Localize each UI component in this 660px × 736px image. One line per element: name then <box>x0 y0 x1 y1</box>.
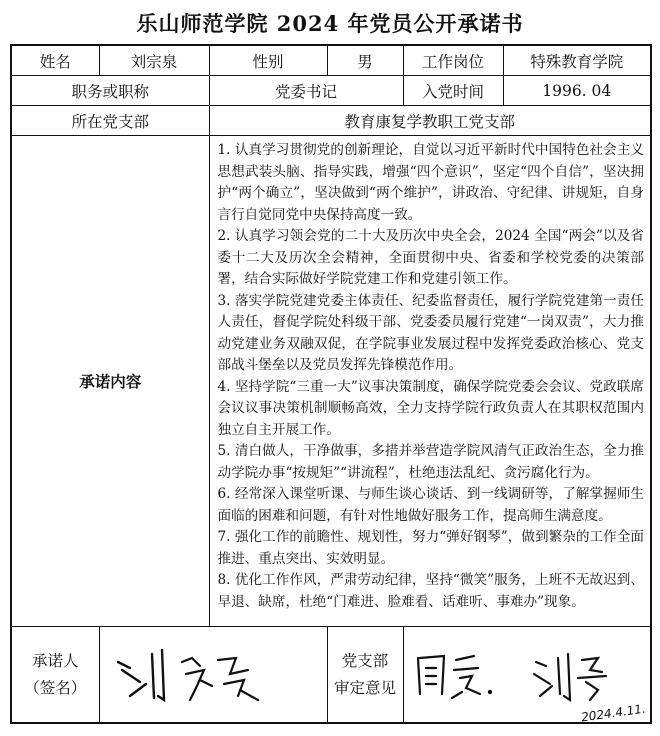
branch-label: 所在党支部 <box>11 106 209 136</box>
approval-opinion-cell <box>403 627 651 724</box>
promiser-label-line2: （签名） <box>24 678 87 697</box>
approval-label-line1: 党支部 <box>341 651 389 670</box>
commitment-label: 承诺内容 <box>11 136 209 627</box>
commitment-item: 6. 经常深入课堂听课、与师生谈心谈话、到一线调研等，了解掌握师生面临的困难和问题，有针对性地做好服务工作，提高师生满意度。 <box>217 486 644 524</box>
post-label: 工作岗位 <box>403 45 503 76</box>
form-row-basic-info <box>11 45 651 76</box>
form-row-signature <box>11 627 651 724</box>
approval-date: 2024.4.11. <box>580 701 647 725</box>
promiser-label <box>11 627 99 724</box>
name-label: 姓名 <box>11 45 99 76</box>
approval-handwriting <box>404 644 634 706</box>
form-row-position <box>11 76 651 106</box>
gender-value: 男 <box>327 45 403 76</box>
promiser-signature <box>100 640 300 710</box>
commitment-item: 2. 认真学习领会党的二十大及历次中央全会，2024 全国“两会”以及省委十二大及历次全会精神，全面贯彻中央、省委和学校党委的决策部署，结合实际做好学院党建工作和党建引领工作。 <box>217 228 644 287</box>
promiser-label-line1: 承诺人 <box>31 651 79 670</box>
commitment-item: 8. 优化工作作风，严肃劳动纪律，坚持“微笑”服务，上班不无故迟到、早退、缺席，杜绝“门难进、脸难看、话难听、事难办”现象。 <box>217 572 644 610</box>
approval-label-line2: 审定意见 <box>333 678 396 697</box>
document-title: 乐山师范学院 2024 年党员公开承诺书 <box>136 11 524 36</box>
branch-value: 教育康复学教职工党支部 <box>209 106 651 136</box>
commitment-item: 7. 强化工作的前瞻性、规划性，努力“弹好钢琴”，做到繁杂的工作全面推进、重点突出、实效明显。 <box>217 529 644 567</box>
commitment-form-table <box>10 44 652 724</box>
form-row-branch <box>11 106 651 136</box>
join-time-value: 1996. 04 <box>503 76 651 106</box>
promiser-signature-cell <box>99 627 327 724</box>
gender-label: 性别 <box>209 45 327 76</box>
post-value: 特殊教育学院 <box>503 45 651 76</box>
name-value: 刘宗泉 <box>99 45 209 76</box>
join-time-label: 入党时间 <box>403 76 503 106</box>
approval-label <box>327 627 403 724</box>
form-row-commitment <box>11 136 651 627</box>
commitment-content <box>209 136 651 627</box>
position-value: 党委书记 <box>209 76 403 106</box>
position-label: 职务或职称 <box>11 76 209 106</box>
commitment-item: 1. 认真学习贯彻党的创新理论，自觉以习近平新时代中国特色社会主义思想武装头脑、指导实践，增强“四个意识”，坚定“四个自信”，坚决拥护“两个确立”，坚决做到“两个维护”，讲政治、守纪律、讲规矩，自身言行自觉同党中央保持高度一致。 <box>217 142 644 223</box>
commitment-item: 5. 清白做人，干净做事，多措并举营造学院风清气正政治生态，全力推动学院办事“按规矩”“讲流程”，杜绝违法乱纪、贪污腐化行为。 <box>217 443 644 481</box>
commitment-item: 4. 坚持学院“三重一大”议事决策制度，确保学院党委会会议、党政联席会议议事决策机制顺畅高效，全力支持学院行政负责人在其职权范围内独立自主开展工作。 <box>217 378 644 438</box>
commitment-item: 3. 落实学院党建党委主体责任、纪委监督责任，履行学院党建第一责任人责任，督促学院处科级干部、党委委员履行党建“一岗双责”，大力推动党建业务双融双促，在学院事业发展过程中发挥党委政治核心、党支部战斗堡垒以及党员发挥先锋模范作用。 <box>217 292 644 373</box>
